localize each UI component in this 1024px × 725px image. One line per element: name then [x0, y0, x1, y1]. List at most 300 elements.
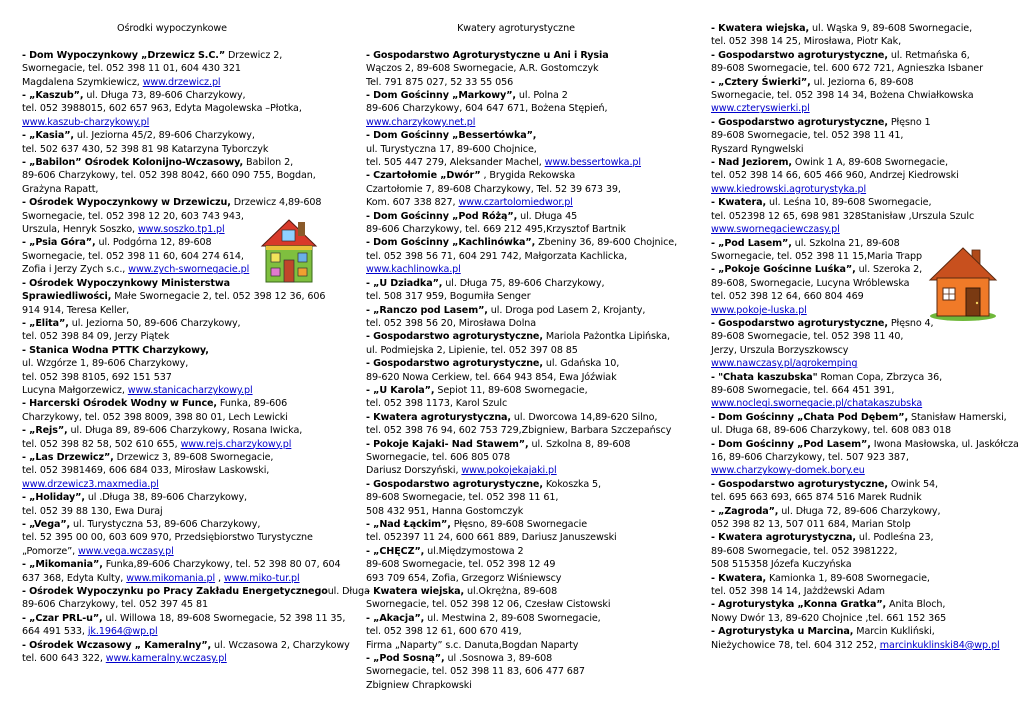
- website-link[interactable]: www.miko-tur.pl: [223, 572, 300, 584]
- entry-line: [366, 76, 696, 89]
- entry-heading: - Pokoje Kajaki- Nad Stawem”,: [366, 438, 529, 450]
- entry-line: [22, 384, 342, 397]
- entry-heading: - Gospodarstwo agroturystyczne,: [366, 478, 543, 490]
- entry-text: Drzewicz 2,: [225, 49, 283, 61]
- entry-text: tel. 052398 12 65, 698 981 328Stanisław ,Urszula Szulc: [711, 210, 975, 222]
- entry-heading: - „Las Drzewicz”,: [22, 451, 114, 463]
- entry-text: tel. 052397 11 24, 600 661 889, Dariusz Januszewski: [366, 532, 617, 544]
- entry-heading: - Gospodarstwo agroturystyczne,: [711, 478, 888, 490]
- entry-heading: - „CHĘCZ”,: [366, 545, 425, 557]
- entry-text: Nieżychowice 78, tel. 604 312 252,: [711, 639, 880, 651]
- entry-text: tel. 052 398 56 71, 604 291 742, Małgorzata Kachlicka,: [366, 250, 628, 262]
- entry-line: [711, 464, 1017, 477]
- entry-text: „Pomorze”,: [22, 545, 79, 557]
- entry-text: tel. 052 398 14 25, Mirosława, Piotr Kak,: [711, 36, 902, 48]
- entry-list: [22, 49, 370, 666]
- entry-line: [22, 76, 342, 89]
- entry-line: [22, 290, 342, 303]
- entry-text: Kamionka 1, 89-608 Swornegacie,: [766, 572, 930, 584]
- entry-text: Swornegacie, tel. 052 398 12 20, 603 743 943,: [22, 210, 244, 222]
- entry-text: ul. Droga pod Lasem 2, Krojanty,: [487, 304, 646, 316]
- website-link[interactable]: www.kaszub-charzykowy.pl: [22, 116, 150, 128]
- entry-heading: - „Psia Góra”,: [22, 237, 96, 249]
- entry-text: ul. Szkolna 8, 89-608: [528, 438, 631, 450]
- entry-line: [366, 384, 696, 397]
- entry-text: tel. 052 398 8105, 692 151 537: [22, 371, 172, 383]
- entry-heading: - Agroturystyka „Konna Gratka”,: [711, 599, 887, 611]
- entry-heading: - Nad Jeziorem,: [711, 157, 792, 169]
- entry-heading: - „Pod Lasem”,: [711, 237, 792, 249]
- entry-text: ul. Długa 75, 89-606 Charzykowy,: [442, 277, 605, 289]
- entry-text: tel. 505 447 279, Aleksander Machel,: [366, 157, 545, 169]
- entry-text: Iwona Masłowska, ul. Jaskółcza: [870, 438, 1019, 450]
- entry-text: Małe Swornegacie 2, tel. 052 398 12 36, 606: [111, 291, 326, 303]
- entry-line: [366, 478, 696, 491]
- entry-text: tel. 052 398 76 94, 602 753 729,Zbigniew, Barbara Szczepańscy: [366, 425, 672, 437]
- entry-heading: - „Rejs”,: [22, 425, 68, 437]
- entry-text: Marcin Kukliński,: [853, 626, 935, 638]
- entry-heading: - Kwatera,: [711, 572, 767, 584]
- entry-heading: - „U Karola”,: [366, 384, 435, 396]
- entry-text: Swornegacie, tel. 052 398 12 06, Czesław Cistowski: [366, 599, 611, 611]
- entry-text: ul. Długa 89, 89-606 Charzykowy, Rosana Iwicka,: [67, 425, 303, 437]
- entry-line: [711, 102, 1017, 115]
- entry-line: [711, 438, 1017, 451]
- entry-line: [22, 411, 342, 424]
- entry-heading: - Czartołomie „Dwór”: [366, 170, 481, 182]
- entry-line: [711, 129, 1017, 142]
- entry-text: Roman Copa, Zbrzyca 36,: [817, 371, 943, 383]
- website-link[interactable]: www.rejs.charzykowy.pl: [180, 438, 292, 450]
- entry-heading: - Dom Gościnny „Pod Różą”,: [366, 210, 518, 222]
- entry-text: Zbigniew Chrapkowski: [366, 679, 472, 691]
- entry-line: [711, 585, 1017, 598]
- entry-text: ul. Długa 73, 89-606 Charzykowy,: [83, 90, 246, 102]
- entry-text: ul .Sosnowa 3, 89-608: [444, 653, 553, 665]
- entry-line: [22, 102, 342, 115]
- entry-text: tel. 695 663 693, 665 874 516 Marek Rudnik: [711, 492, 922, 504]
- entry-line: [366, 89, 696, 102]
- entry-line: [366, 156, 696, 169]
- entry-line: [22, 116, 342, 129]
- entry-line: [711, 505, 1017, 518]
- entry-line: [22, 304, 342, 317]
- website-link[interactable]: jk.1964@wp.pl: [87, 626, 158, 638]
- entry-text: Płęsno 4,: [887, 317, 934, 329]
- entry-text: 89-608 Swornegacie, tel. 600 672 721, Agnieszka Isbaner: [711, 63, 983, 75]
- entry-text: Swornegacie, tel. 052 398 14 34, Bożena Chwiałkowska: [711, 90, 974, 102]
- entry-line: [711, 169, 1017, 182]
- entry-line: [22, 156, 342, 169]
- entry-text: Nowy Dwór 13, 89-620 Chojnice ,tel. 661 152 365: [711, 612, 947, 624]
- entry-line: [366, 612, 696, 625]
- website-link[interactable]: www.pokojekajaki.pl: [461, 465, 557, 477]
- entry-text: Ryszard Ryngwelski: [711, 143, 804, 155]
- entry-heading: - Stanica Wodna PTTK Charzykowy,: [22, 344, 209, 356]
- entry-line: [366, 558, 696, 571]
- entry-line: [711, 478, 1017, 491]
- entry-line: [711, 558, 1017, 571]
- entry-text: 89-606 Charzykowy, tel. 052 397 45 81: [22, 599, 208, 611]
- website-link[interactable]: www.mikomania.pl: [126, 572, 216, 584]
- entry-text: ul. Długa 68, 89-606 Charzykowy, tel. 608 083 018: [711, 425, 951, 437]
- entry-line: [22, 89, 342, 102]
- website-link[interactable]: www.charzykowy-domek.bory.eu: [711, 465, 865, 477]
- entry-text: Płęsno, 89-608 Swornegacie: [450, 519, 587, 531]
- entry-heading: - Kwatera wiejska,: [366, 586, 465, 598]
- entry-line: [711, 35, 1017, 48]
- entry-line: [711, 625, 1017, 638]
- entry-text: Firma „Naparty” s.c. Danuta,Bogdan Naparty: [366, 639, 579, 651]
- entry-text: ,: [215, 572, 224, 584]
- entry-line: [22, 464, 342, 477]
- entry-line: [366, 464, 696, 477]
- website-link[interactable]: www.kachlinowka.pl: [366, 264, 461, 276]
- entry-line: [22, 505, 342, 518]
- entry-text: Swornegacie, tel. 052 398 11 83, 606 477 687: [366, 666, 585, 678]
- entry-line: [711, 411, 1017, 424]
- entry-text: ul. Mestwina 2, 89-608 Swornegacie,: [424, 612, 601, 624]
- entry-line: [22, 531, 342, 544]
- entry-heading: - „Ranczo pod Lasem”,: [366, 304, 488, 316]
- entry-text: 89-620 Nowa Cerkiew, tel. 664 943 854, Ewa Jóźwiak: [366, 371, 617, 383]
- entry-text: Stanisław Hamerski,: [908, 411, 1007, 423]
- entry-text: Drzewicz 3, 89-608 Swornegacie,: [113, 451, 274, 463]
- website-link[interactable]: www.bessertowka.pl: [544, 157, 641, 169]
- entry-heading: - „Nad Łąckim”,: [366, 519, 451, 531]
- entry-text: Urszula, Henryk Soszko,: [22, 224, 138, 236]
- entry-line: [366, 49, 696, 62]
- entry-text: 89-606 Charzykowy, 604 647 671, Bożena Stępień,: [366, 103, 608, 115]
- website-link[interactable]: marcinkuklinski84@wp.pl: [879, 639, 1000, 651]
- entry-list: [711, 22, 1017, 652]
- website-link[interactable]: www.zych-swornegacie.pl: [128, 264, 250, 276]
- entry-text: tel. 508 317 959, Bogumiła Senger: [366, 291, 531, 303]
- entry-line: [366, 102, 696, 115]
- entry-text: 89-606 Charzykowy, tel. 669 212 495,Krzysztof Bartnik: [366, 224, 626, 236]
- entry-line: [366, 545, 696, 558]
- entry-text: ul. Długa 72, 89-606 Charzykowy,: [778, 505, 941, 517]
- entry-text: ul. Retmańska 6,: [887, 49, 970, 61]
- entry-line: [366, 585, 696, 598]
- entry-line: [22, 451, 342, 464]
- entry-heading: - „Zagroda”,: [711, 505, 779, 517]
- entry-line: [366, 451, 696, 464]
- entry-line: [366, 397, 696, 410]
- entry-heading: - Dom Gościnny „Chata Pod Dębem”,: [711, 411, 908, 423]
- entry-line: [366, 250, 696, 263]
- entry-heading: - Dom Gościnny „Bessertówka”,: [366, 130, 537, 142]
- entry-text: tel. 52 395 00 00, 603 609 970, Przedsiębiorstwo Turystyczne: [22, 532, 313, 544]
- entry-line: [366, 116, 696, 129]
- entry-line: [22, 558, 342, 571]
- entry-text: 637 368, Edyta Kulty,: [22, 572, 127, 584]
- entry-text: Dariusz Dorszyński,: [366, 465, 462, 477]
- entry-line: [366, 665, 696, 678]
- entry-line: [366, 143, 696, 156]
- entry-line: [711, 89, 1017, 102]
- entry-line: [22, 424, 342, 437]
- website-link[interactable]: www.noclegi.swornegacie.pl/chatakaszubska: [711, 398, 923, 410]
- entry-line: [366, 505, 696, 518]
- entry-heading: - „Mikomania”,: [22, 559, 103, 571]
- entry-text: Owink 1 A, 89-608 Swornegacie,: [791, 157, 948, 169]
- entry-line: [711, 397, 1017, 410]
- entry-text: Magdalena Szymkiewicz,: [22, 76, 143, 88]
- entry-text: 052 398 82 13, 507 011 684, Marian Stolp: [711, 519, 911, 531]
- entry-text: tel. 052 398 84 09, Jerzy Piątek: [22, 331, 170, 343]
- entry-line: [711, 22, 1017, 35]
- entry-line: [366, 491, 696, 504]
- entry-line: [22, 478, 342, 491]
- entry-line: [711, 344, 1017, 357]
- house-illustration: [258, 216, 320, 286]
- entry-line: [366, 304, 696, 317]
- entry-line: [711, 491, 1017, 504]
- entry-line: [22, 438, 342, 451]
- entry-text: tel. 052 398 12 64, 660 804 469: [711, 291, 864, 303]
- entry-list: [366, 49, 696, 693]
- entry-text: 508 432 951, Hanna Gostomczyk: [366, 505, 524, 517]
- website-link[interactable]: www.kiedrowski.agroturystyka.pl: [711, 183, 867, 195]
- entry-text: tel. 502 637 430, 52 398 81 98 Katarzyna Tyborczyk: [22, 143, 269, 155]
- entry-line: [366, 518, 696, 531]
- entry-line: [711, 357, 1017, 370]
- entry-text: ul.Okrężna, 89-608: [464, 586, 558, 598]
- entry-text: ul. Wczasowa 2, Charzykowy: [211, 639, 350, 651]
- entry-line: [22, 183, 342, 196]
- entry-line: [711, 196, 1017, 209]
- entry-text: Jerzy, Urszula Borzyszkowscy: [711, 344, 849, 356]
- entry-text: ul. Turystyczna 17, 89-600 Chojnice,: [366, 143, 537, 155]
- entry-heading: - Gospodarstwo Agroturystyczne u Ani i Rysia: [366, 49, 609, 61]
- entry-text: Swornegacie, tel. 052 398 11 15,Maria Trapp: [711, 250, 922, 262]
- entry-line: [22, 169, 342, 182]
- website-link[interactable]: www.soszko.tp1.pl: [137, 224, 225, 236]
- entry-heading: - Gospodarstwo agroturystyczne,: [711, 116, 888, 128]
- entry-line: [22, 598, 342, 611]
- entry-text: Funka,89-606 Charzykowy, tel. 52 398 80 07, 604: [102, 559, 341, 571]
- entry-text: Owink 54,: [887, 478, 938, 490]
- entry-text: Babilon 2,: [243, 157, 294, 169]
- entry-line: [22, 143, 342, 156]
- entry-line: [711, 384, 1017, 397]
- entry-line: [366, 411, 696, 424]
- website-link[interactable]: www.pokoje-luska.pl: [711, 304, 807, 316]
- entry-heading: - Ośrodek Wypoczynkowy w Drzewiczu,: [22, 197, 231, 209]
- entry-text: ul. Szkolna 21, 89-608: [791, 237, 900, 249]
- column-kwatery-continued: [711, 22, 1017, 652]
- entry-text: tel. 052 398 12 61, 600 670 419,: [366, 626, 522, 638]
- entry-text: ul. Podmiejska 2, Lipienie, tel. 052 397 08 85: [366, 344, 578, 356]
- entry-text: ul. Podleśna 23,: [855, 532, 934, 544]
- entry-text: ul. Długa: [327, 586, 370, 598]
- entry-line: [366, 263, 696, 276]
- entry-text: tel. 052 39 88 130, Ewa Duraj: [22, 505, 163, 517]
- entry-text: 16, 89-606 Charzykowy, tel. 507 923 387,: [711, 452, 909, 463]
- entry-heading: - Dom Gościnny „Kachlinówka”,: [366, 237, 536, 249]
- entry-text: ul .Długa 38, 89-606 Charzykowy,: [84, 492, 247, 504]
- entry-line: [711, 49, 1017, 62]
- entry-line: [366, 196, 696, 209]
- entry-text: tel. 052 398 1173, Karol Szulc: [366, 398, 508, 410]
- entry-heading: - „Pokoje Gościnne Luśka”,: [711, 264, 856, 276]
- entry-text: Funka, 89-606: [216, 398, 288, 410]
- column-kwatery: [366, 22, 696, 692]
- entry-line: [366, 357, 696, 370]
- entry-line: [22, 371, 342, 384]
- entry-text: 693 709 654, Zofia, Grzegorz Wiśniewscy: [366, 572, 562, 584]
- entry-line: [366, 129, 696, 142]
- entry-heading: - „Babilon” Ośrodek Kolonijno-Wczasowy,: [22, 157, 244, 169]
- entry-line: [366, 236, 696, 249]
- entry-heading: - „Vega”,: [22, 519, 71, 531]
- entry-line: [711, 156, 1017, 169]
- entry-line: [366, 223, 696, 236]
- website-link[interactable]: www.kameralny.wczasy.pl: [105, 653, 227, 665]
- entry-text: tel. 052 398 14 66, 605 466 960, Andrzej Kiedrowski: [711, 170, 959, 182]
- entry-text: ul. Jeziorna 50, 89-606 Charzykowy,: [68, 317, 241, 329]
- website-link[interactable]: www.swornegaciewczasy.pl: [711, 224, 840, 236]
- entry-text: tel. 052 398 14 14, Jażdżewski Adam: [711, 586, 885, 598]
- entry-text: 89-608 Swornegacie, tel. 052 398 11 61,: [366, 492, 559, 504]
- entry-text: ul. Długa 45: [517, 210, 578, 222]
- entry-line: [22, 357, 342, 370]
- entry-line: [711, 518, 1017, 531]
- entry-text: Zofia i Jerzy Zych s.c.,: [22, 264, 129, 276]
- entry-text: 89-608 Swornegacie, tel. 052 398 12 49: [366, 559, 556, 571]
- entry-text: ul. Szeroka 2,: [855, 264, 923, 276]
- entry-line: [711, 116, 1017, 129]
- entry-text: ul. Wzgórze 1, 89-606 Charzykowy,: [22, 358, 189, 370]
- entry-line: [366, 330, 696, 343]
- entry-text: Charzykowy, tel. 052 398 8009, 398 80 01, Lech Lewicki: [22, 411, 288, 423]
- house-illustration: [928, 242, 998, 322]
- entry-text: Swornegacie, tel. 052 398 11 60, 604 274 614,: [22, 250, 244, 262]
- entry-text: Lucyna Małgorzewicz,: [22, 384, 128, 396]
- entry-heading: - Kwatera,: [711, 197, 767, 209]
- entry-line: [711, 143, 1017, 156]
- entry-line: [22, 196, 342, 209]
- entry-line: [366, 652, 696, 665]
- entry-line: [711, 62, 1017, 75]
- entry-text: Anita Bloch,: [886, 599, 946, 611]
- entry-heading: - „Cztery Świerki”,: [711, 76, 811, 88]
- entry-text: Tel. 791 875 027, 52 33 55 056: [366, 76, 514, 88]
- entry-line: [22, 330, 342, 343]
- entry-line: [366, 371, 696, 384]
- website-link[interactable]: www.drzewicz.pl: [142, 76, 221, 88]
- entry-text: ul. Turystyczna 53, 89-606 Charzykowy,: [70, 519, 261, 531]
- entry-line: [711, 531, 1017, 544]
- entry-text: 89-606 Charzykowy, tel. 052 398 8042, 660 090 755, Bogdan,: [22, 170, 316, 182]
- entry-text: 89-608, Swornegacie, Lucyna Wróblewska: [711, 277, 910, 289]
- entry-line: [711, 210, 1017, 223]
- entry-line: [22, 545, 342, 558]
- entry-text: tel. 600 643 322,: [22, 653, 106, 665]
- entry-heading: - Dom Gościnny „Pod Lasem”,: [711, 438, 871, 450]
- entry-line: [366, 639, 696, 652]
- entry-line: [22, 639, 350, 652]
- entry-line: [366, 438, 696, 451]
- entry-text: Sepiot 11, 89-608 Swornegacie,: [434, 384, 588, 396]
- entry-line: [22, 397, 342, 410]
- entry-text: 89-608 Swornegacie, tel. 664 451 391,: [711, 384, 895, 396]
- entry-text: Kom. 607 338 827,: [366, 197, 459, 209]
- entry-text: ul. Dworcowa 14,89-620 Silno,: [510, 411, 658, 423]
- entry-heading: - Kwatera agroturystyczna,: [711, 532, 856, 544]
- entry-line: [22, 612, 346, 625]
- entry-line: [711, 76, 1017, 89]
- entry-heading: - "Chata kaszubska": [711, 371, 818, 383]
- entry-text: Zbeniny 36, 89-600 Chojnice,: [535, 237, 678, 249]
- entry-heading: - Gospodarstwo agroturystyczne,: [366, 358, 543, 370]
- entry-line: [366, 531, 696, 544]
- entry-heading: - Ośrodek Wypoczynkowy Ministerstwa: [22, 277, 231, 289]
- entry-line: [711, 639, 1017, 652]
- entry-heading: - „Pod Sosną”,: [366, 653, 445, 665]
- entry-text: Czartołomie 7, 89-608 Charzykowy, Tel. 52 39 673 39,: [366, 183, 621, 195]
- entry-text: Swornegacie, tel. 052 398 11 01, 604 430 321: [22, 63, 241, 75]
- entry-text: 664 491 533,: [22, 626, 88, 638]
- entry-line: [22, 585, 370, 598]
- entry-line: [711, 612, 1017, 625]
- entry-line: [22, 625, 342, 638]
- website-link[interactable]: www.czteryswierki.pl: [711, 103, 810, 115]
- entry-text: 89-608 Swornegacie, tel. 052 398 11 40,: [711, 331, 904, 343]
- entry-text: , Brygida Rekowska: [480, 170, 576, 182]
- entry-line: [366, 290, 696, 303]
- entry-text: ul. Podgórna 12, 89-608: [95, 237, 212, 249]
- entry-line: [22, 62, 342, 75]
- website-link[interactable]: www.stanicacharzykowy.pl: [127, 384, 253, 396]
- entry-heading: Sprawiedliwości,: [22, 291, 112, 303]
- entry-text: Płęsno 1: [887, 116, 931, 128]
- column-title: Ośrodki wypoczynkowe: [117, 23, 227, 34]
- entry-line: [711, 183, 1017, 196]
- entry-text: tel. 052 398 82 58, 502 610 655,: [22, 438, 181, 450]
- entry-heading: - „Akacja”,: [366, 612, 425, 624]
- website-link[interactable]: www.drzewicz3.maxmedia.pl: [22, 478, 159, 490]
- entry-heading: - „Holiday”,: [22, 492, 85, 504]
- entry-text: Drzewicz 4,89-608: [230, 197, 322, 209]
- entry-heading: - Gospodarstwo agroturystyczne,: [711, 317, 888, 329]
- entry-text: 508 515358 Józefa Kuczyńska: [711, 559, 852, 571]
- entry-text: Grażyna Rapatt,: [22, 183, 99, 195]
- entry-text: 89-608 Swornegacie, tel. 052 3981222,: [711, 545, 898, 557]
- entry-text: ul. Gdańska 10,: [542, 358, 620, 370]
- entry-line: [711, 598, 1017, 611]
- entry-line: [711, 572, 1017, 585]
- entry-heading: - Dom Gościnny „Markowy”,: [366, 90, 516, 102]
- entry-text: Swornegacie, tel. 606 805 078: [366, 451, 511, 463]
- entry-text: Mariola Pażontka Lipińska,: [542, 331, 670, 343]
- entry-line: [366, 277, 696, 290]
- entry-heading: - „Kaszub”,: [22, 90, 84, 102]
- entry-line: [22, 129, 342, 142]
- entry-heading: - Kwatera wiejska,: [711, 23, 810, 34]
- entry-line: [711, 223, 1017, 236]
- website-link[interactable]: www.charzykowy.net.pl: [366, 116, 476, 128]
- entry-line: [22, 572, 342, 585]
- entry-text: tel. 052 3988015, 602 657 963, Edyta Magolewska –Płotka,: [22, 103, 302, 115]
- entry-line: [22, 49, 342, 62]
- website-link[interactable]: www.czartolomiedwor.pl: [458, 197, 573, 209]
- website-link[interactable]: www.vega.wczasy.pl: [78, 545, 174, 557]
- website-link[interactable]: www.nawczasy.pl/agrokemping: [711, 358, 858, 370]
- entry-text: Kokoszka 5,: [542, 478, 602, 490]
- entry-heading: - „Czar PRL-u”,: [22, 612, 103, 624]
